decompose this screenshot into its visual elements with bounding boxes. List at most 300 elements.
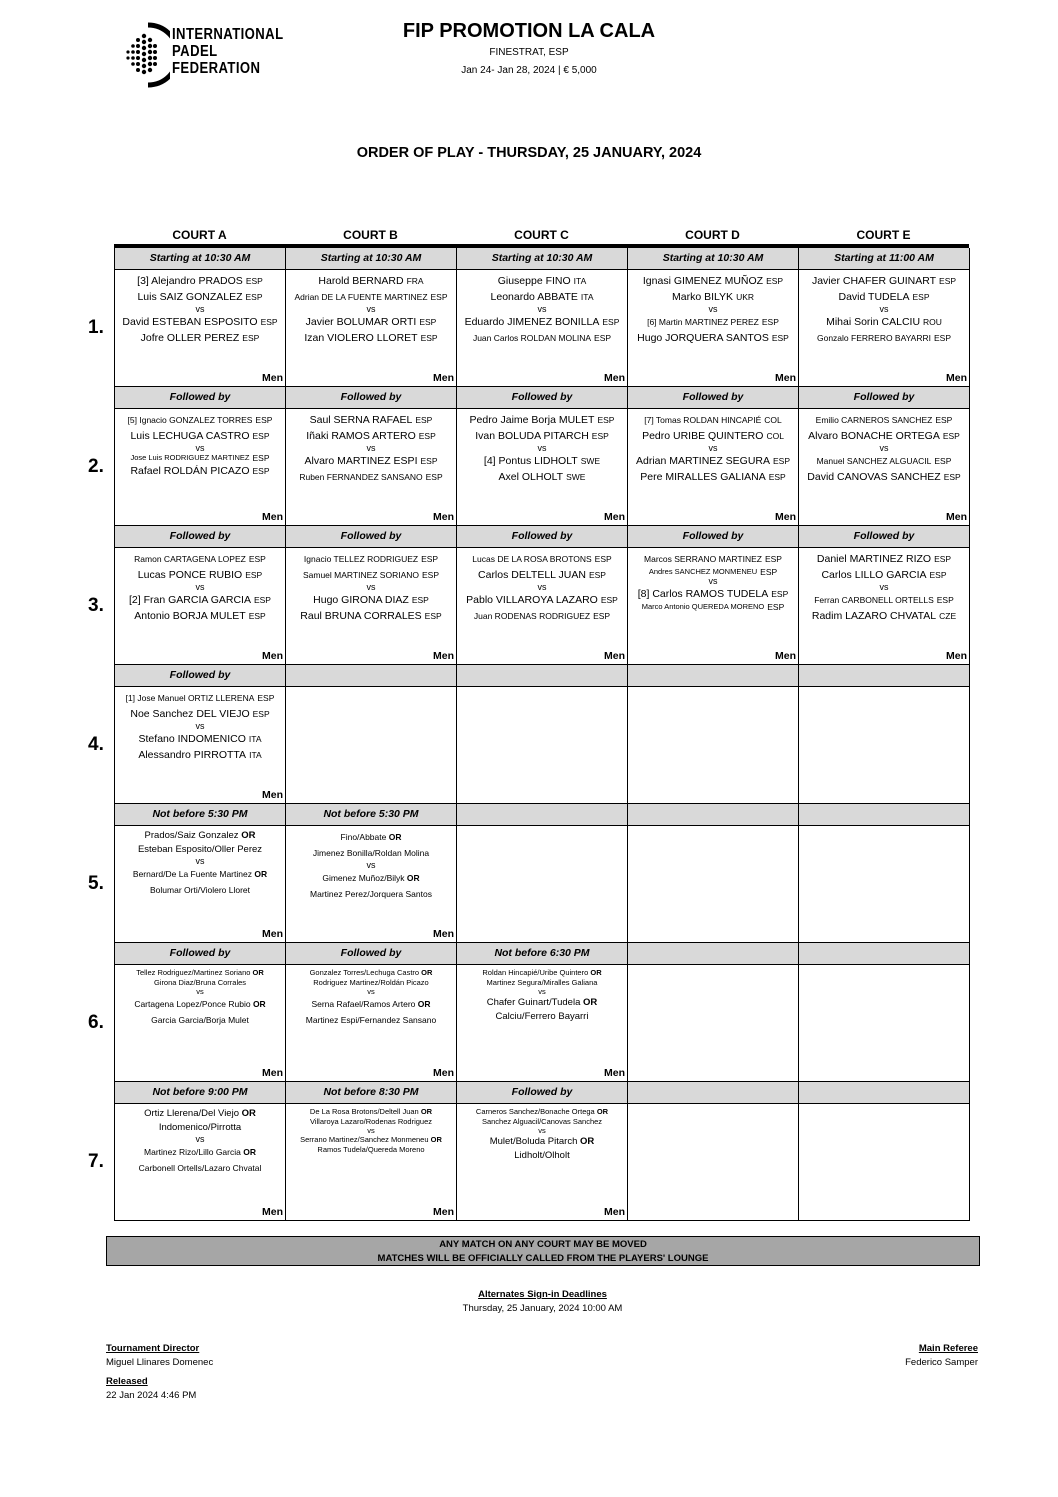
match-time-label: Followed by: [799, 387, 969, 409]
player-name: Tellez Rodriguez/Martinez Soriano: [136, 968, 251, 977]
court-header-d: COURT D: [685, 228, 740, 242]
player-name: Manuel SANCHEZ ALGUACIL: [816, 456, 932, 466]
nationality-code: ESP: [929, 570, 947, 580]
draw-label: Men: [946, 511, 967, 523]
draw-label: Men: [433, 372, 454, 384]
player-name: vs: [366, 583, 376, 592]
player-name: vs: [367, 988, 375, 996]
order-of-play-title: ORDER OF PLAY - THURSDAY, 25 JANUARY, 2024: [356, 145, 702, 161]
versus-label: [457, 1127, 627, 1135]
match-cell: [799, 526, 970, 665]
match-time-label: [628, 665, 798, 687]
nationality-code: ESP: [771, 589, 789, 599]
nationality-code: ESP: [245, 276, 263, 286]
match-cell: [286, 248, 457, 387]
player-line: [115, 551, 285, 567]
player-line: [286, 1012, 456, 1028]
match-cell: [457, 526, 628, 665]
round-cells: [114, 804, 970, 943]
nationality-code: ESP: [602, 317, 620, 327]
nationality-code: ITA: [573, 276, 587, 286]
draw-label: Men: [262, 1206, 283, 1218]
player-name: Indomenico/Pirrotta: [158, 1122, 242, 1133]
player-name: vs: [538, 1127, 546, 1135]
alternates-section: [0, 1288, 1058, 1316]
match-time-label: Followed by: [115, 943, 285, 965]
match-body: [799, 409, 969, 525]
match-body: [457, 687, 627, 803]
player-line: [628, 586, 798, 602]
match-body: [286, 548, 456, 664]
player-line: [799, 289, 969, 305]
player-name: vs: [708, 305, 718, 314]
nationality-code: ESP: [260, 317, 278, 327]
match-cell: [628, 804, 799, 943]
draw-label: Men: [604, 372, 625, 384]
player-line: [457, 1135, 627, 1149]
round-row: [88, 1082, 970, 1221]
match-time-label: Followed by: [286, 387, 456, 409]
match-time-label: Followed by: [457, 387, 627, 409]
round-number: 3.: [88, 594, 104, 616]
match-cell: [628, 387, 799, 526]
nationality-code: ESP: [245, 292, 263, 302]
versus-label: [799, 305, 969, 314]
player-name: Ignasi GIMENEZ MUÑOZ: [642, 275, 764, 287]
released-section: [106, 1375, 196, 1403]
match-time-label: Not before 5:30 PM: [286, 804, 456, 826]
match-cell: [115, 943, 286, 1082]
player-line: [286, 1135, 456, 1145]
player-line: [457, 1117, 627, 1127]
match-cell: [115, 1082, 286, 1221]
player-line: [457, 1149, 627, 1163]
nationality-code: ITA: [249, 750, 262, 760]
match-time-label: Followed by: [799, 526, 969, 548]
player-name: [6] Martin MARTINEZ PEREZ: [647, 317, 759, 327]
versus-label: [799, 583, 969, 592]
match-time-label: [628, 943, 798, 965]
nationality-code: ESP: [248, 611, 266, 621]
player-name: Marco Antonio QUEREDA MORENO: [641, 602, 765, 611]
player-line: [115, 1160, 285, 1176]
player-line: [286, 886, 456, 902]
player-name: Daniel MARTINEZ RIZO: [816, 553, 932, 565]
court-header-c: COURT C: [514, 228, 569, 242]
player-line: [115, 1012, 285, 1028]
nationality-code: ESP: [766, 276, 784, 286]
draw-label: Men: [262, 650, 283, 662]
player-name: Iñaki RAMOS ARTERO: [306, 430, 416, 442]
draw-label: Men: [262, 928, 283, 940]
nationality-code: ESP: [768, 472, 786, 482]
player-line: [286, 1145, 456, 1155]
player-line: [115, 289, 285, 305]
nationality-code: ESP: [773, 456, 791, 466]
versus-label: [799, 444, 969, 453]
player-line: [457, 314, 627, 330]
nationality-code: CZE: [939, 611, 957, 621]
match-cell: [799, 1082, 970, 1221]
player-name: Ramon CARTAGENA LOPEZ: [134, 554, 246, 564]
player-name: Eduardo JIMENEZ BONILLA: [464, 316, 600, 328]
versus-label: [457, 305, 627, 314]
player-name: Gimenez Muñoz/Bilyk: [322, 873, 405, 883]
versus-label: [115, 583, 285, 592]
player-name: vs: [366, 305, 376, 314]
player-line: [628, 453, 798, 469]
player-name: vs: [196, 988, 204, 996]
match-body: [799, 1104, 969, 1220]
player-name: Javier BOLUMAR ORTI: [305, 316, 417, 328]
tournament-title: FIP PROMOTION LA CALA: [402, 20, 656, 42]
nationality-code: ESP: [252, 466, 270, 476]
player-name: Carneros Sanchez/Bonache Ortega: [475, 1107, 595, 1116]
draw-label: Men: [262, 1067, 283, 1079]
draw-label: Men: [433, 650, 454, 662]
match-body: [115, 1104, 285, 1220]
match-body: [628, 409, 798, 525]
player-line: [457, 567, 627, 583]
versus-label: [628, 444, 798, 453]
nationality-code: ESP: [253, 595, 271, 605]
match-body: [115, 548, 285, 664]
versus-label: [286, 1127, 456, 1135]
player-line: [457, 428, 627, 444]
draw-label: Men: [775, 511, 796, 523]
nationality-code: ESP: [767, 602, 785, 612]
nationality-code: ESP: [761, 317, 779, 327]
player-line: [628, 289, 798, 305]
player-name: Jofre OLLER PEREZ: [140, 332, 240, 344]
player-line: [457, 608, 627, 624]
nationality-code: ESP: [935, 415, 953, 425]
draw-label: Men: [262, 372, 283, 384]
director-title: Tournament Director: [106, 1343, 200, 1354]
nationality-code: ESP: [588, 570, 606, 580]
court-header-a: COURT A: [172, 228, 227, 242]
player-line: [286, 978, 456, 988]
draw-label: Men: [604, 1067, 625, 1079]
player-name: Hugo JORQUERA SANTOS: [637, 332, 769, 344]
draw-label: Men: [775, 372, 796, 384]
nationality-code: SWE: [580, 456, 601, 466]
or-label: OR: [430, 1135, 442, 1144]
player-name: Serrano Martinez/Sanchez Monmeneu: [300, 1135, 429, 1144]
player-name: [1] Jose Manuel ORTIZ LLERENA: [125, 693, 255, 703]
match-cell: [457, 248, 628, 387]
match-body: [457, 1104, 627, 1220]
player-line: [286, 412, 456, 428]
player-name: Pedro URIBE QUINTERO: [642, 430, 764, 442]
or-label: OR: [243, 1147, 256, 1157]
match-cell: [799, 665, 970, 804]
nationality-code: ESP: [420, 333, 438, 343]
versus-label: [286, 988, 456, 996]
match-time-label: [457, 665, 627, 687]
player-line: [286, 608, 456, 624]
versus-label: [286, 305, 456, 314]
versus-label: [286, 583, 456, 592]
player-line: [115, 706, 285, 722]
match-body: [799, 826, 969, 942]
player-line: [799, 273, 969, 289]
nationality-code: ESP: [760, 567, 778, 577]
nationality-code: ESP: [936, 595, 954, 605]
round-row: [88, 387, 970, 526]
player-name: [4] Pontus LIDHOLT: [483, 455, 578, 467]
player-name: Ivan BOLUDA PITARCH: [475, 430, 589, 442]
player-line: [799, 412, 969, 428]
player-line: [628, 428, 798, 444]
player-name: Jose Luis RODRIGUEZ MARTINEZ: [130, 453, 250, 462]
versus-label: [115, 722, 285, 731]
player-line: [286, 870, 456, 886]
player-name: Girona Diaz/Bruna Corrales: [153, 978, 247, 987]
nationality-code: ITA: [248, 734, 262, 744]
player-name: vs: [195, 583, 205, 592]
player-line: [115, 314, 285, 330]
match-time-label: Followed by: [457, 1082, 627, 1104]
player-line: [799, 567, 969, 583]
player-line: [286, 567, 456, 583]
player-name: Leonardo ABBATE: [490, 291, 578, 303]
player-line: [457, 1010, 627, 1024]
match-body: [628, 270, 798, 386]
round-cells: [114, 943, 970, 1082]
player-name: Mihai Sorin CALCIU: [826, 316, 921, 328]
fip-logo: [118, 22, 288, 88]
match-cell: [628, 665, 799, 804]
round-row: [88, 943, 970, 1082]
player-name: Mulet/Boluda Pitarch: [489, 1136, 578, 1147]
player-line: [115, 996, 285, 1012]
player-name: Luis SAIZ GONZALEZ: [137, 291, 243, 303]
versus-label: [457, 444, 627, 453]
player-name: Emilio CARNEROS SANCHEZ: [815, 415, 933, 425]
player-name: Saul SERNA RAFAEL: [309, 414, 413, 426]
match-time-label: [628, 804, 798, 826]
match-body: [799, 687, 969, 803]
or-label: OR: [596, 1107, 609, 1116]
player-name: Sanchez Alguacil/Canovas Sanchez: [481, 1117, 603, 1126]
match-time-label: [799, 665, 969, 687]
player-line: [286, 845, 456, 861]
round-row: [88, 526, 970, 665]
player-name: Serna Rafael/Ramos Artero: [311, 999, 416, 1009]
player-name: Prados/Saiz Gonzalez: [144, 830, 239, 841]
nationality-code: ESP: [600, 595, 618, 605]
player-name: Fino/Abbate: [340, 832, 387, 842]
player-name: vs: [195, 305, 205, 314]
nationality-code: ESP: [418, 431, 436, 441]
or-label: OR: [406, 873, 420, 883]
draw-label: Men: [946, 650, 967, 662]
player-line: [115, 463, 285, 479]
nationality-code: UKR: [736, 292, 755, 302]
round-row: [88, 804, 970, 943]
player-name: Bernard/De La Fuente Martinez: [132, 869, 252, 879]
match-body: [457, 965, 627, 1081]
match-body: [286, 1104, 456, 1220]
player-line: [115, 330, 285, 346]
player-line: [115, 968, 285, 978]
rounds-container: [88, 248, 970, 1221]
player-name: Rafael ROLDÁN PICAZO: [130, 465, 250, 477]
player-name: Martinez Perez/Jorquera Santos: [310, 889, 432, 899]
player-line: [115, 453, 285, 463]
player-name: [7] Tomas ROLDAN HINCAPIÉ: [644, 415, 762, 425]
player-name: vs: [538, 988, 546, 996]
player-line: [286, 330, 456, 346]
versus-label: [457, 988, 627, 996]
director-name: Miguel Llinares Domenec: [106, 1357, 214, 1368]
alternates-deadline: Thursday, 25 January, 2024 10:00 AM: [462, 1303, 623, 1314]
player-line: [457, 289, 627, 305]
draw-label: Men: [262, 789, 283, 801]
match-time-label: Starting at 10:30 AM: [628, 248, 798, 270]
player-line: [115, 882, 285, 898]
match-time-label: Followed by: [457, 526, 627, 548]
nationality-code: ESP: [424, 611, 442, 621]
player-line: [286, 1107, 456, 1117]
player-name: Ferran CARBONELL ORTELLS: [814, 595, 934, 605]
player-name: [2] Fran GARCIA GARCIA: [129, 594, 251, 606]
match-cell: [799, 943, 970, 1082]
player-name: Adrian MARTINEZ SEGURA: [635, 455, 770, 467]
draw-label: Men: [604, 650, 625, 662]
match-time-label: Starting at 10:30 AM: [457, 248, 627, 270]
match-cell: [115, 248, 286, 387]
player-name: Pere MIRALLES GALIANA: [640, 471, 766, 483]
player-name: vs: [195, 722, 205, 731]
nationality-code: ESP: [939, 276, 957, 286]
nationality-code: ESP: [594, 554, 612, 564]
player-line: [628, 551, 798, 567]
draw-label: Men: [775, 650, 796, 662]
match-cell: [286, 387, 457, 526]
player-name: Ramos Tudela/Quereda Moreno: [317, 1145, 425, 1154]
player-name: Izan VIOLERO LLORET: [304, 332, 418, 344]
match-body: [286, 965, 456, 1081]
player-name: Alessandro PIRROTTA: [138, 749, 247, 761]
or-label: OR: [583, 997, 598, 1008]
player-name: Gonzalo FERRERO BAYARRI: [816, 333, 931, 343]
player-line: [457, 592, 627, 608]
nationality-code: ITA: [580, 292, 594, 302]
referee-section: [905, 1342, 978, 1370]
player-name: Ignacio TELLEZ RODRIGUEZ: [303, 554, 419, 564]
match-body: [286, 826, 456, 942]
match-cell: [799, 387, 970, 526]
player-line: [628, 330, 798, 346]
versus-label: [628, 577, 798, 586]
player-name: Adrian DE LA FUENTE MARTINEZ: [294, 292, 428, 302]
player-line: [115, 567, 285, 583]
player-line: [286, 1117, 456, 1127]
round-cells: [114, 526, 970, 665]
player-line: [799, 314, 969, 330]
player-line: [115, 273, 285, 289]
player-name: Marcos SERRANO MARTINEZ: [644, 554, 762, 564]
player-name: vs: [537, 444, 547, 453]
player-name: Giuseppe FINO: [497, 275, 571, 287]
match-body: [628, 826, 798, 942]
match-cell: [628, 1082, 799, 1221]
round-number: 4.: [88, 733, 104, 755]
player-name: vs: [879, 583, 889, 592]
match-cell: [115, 665, 286, 804]
player-name: Pablo VILLAROYA LAZARO: [466, 594, 598, 606]
player-line: [115, 592, 285, 608]
draw-label: Men: [262, 511, 283, 523]
draw-label: Men: [946, 372, 967, 384]
player-line: [286, 289, 456, 305]
match-time-label: [286, 665, 456, 687]
player-line: [115, 608, 285, 624]
player-line: [286, 453, 456, 469]
player-name: Ortiz Llerena/Del Viejo: [144, 1108, 239, 1119]
nationality-code: ESP: [933, 333, 951, 343]
match-time-label: Not before 8:30 PM: [286, 1082, 456, 1104]
match-body: [115, 965, 285, 1081]
match-cell: [286, 943, 457, 1082]
player-name: Andres SANCHEZ MONMENEU: [648, 567, 758, 576]
nationality-code: ESP: [422, 570, 440, 580]
or-label: OR: [420, 1107, 433, 1116]
player-name: vs: [195, 857, 205, 866]
player-name: Martinez Espi/Fernandez Sansano: [305, 1015, 437, 1025]
match-time-label: Starting at 11:00 AM: [799, 248, 969, 270]
match-cell: [286, 526, 457, 665]
nationality-code: ESP: [771, 333, 789, 343]
player-line: [799, 428, 969, 444]
match-body: [457, 548, 627, 664]
player-line: [115, 731, 285, 747]
match-body: [457, 409, 627, 525]
player-name: Axel OLHOLT: [498, 471, 564, 483]
player-name: David ESTEBAN ESPOSITO: [122, 316, 258, 328]
tournament-dates: Jan 24- Jan 28, 2024 | € 5,000: [461, 65, 597, 76]
player-name: vs: [879, 305, 889, 314]
player-line: [628, 567, 798, 577]
match-body: [115, 826, 285, 942]
player-name: David CANOVAS SANCHEZ: [807, 471, 941, 483]
player-line: [286, 314, 456, 330]
player-line: [115, 1144, 285, 1160]
player-name: Alvaro MARTINEZ ESPI: [304, 455, 418, 467]
match-cell: [115, 387, 286, 526]
player-name: Luis LECHUGA CASTRO: [130, 430, 250, 442]
draw-label: Men: [433, 511, 454, 523]
round-cells: [114, 1082, 970, 1221]
match-cell: [457, 387, 628, 526]
fip-emblem-icon: [118, 22, 170, 88]
versus-label: [457, 583, 627, 592]
player-name: Carlos LILLO GARCIA: [821, 569, 927, 581]
nationality-code: ESP: [942, 431, 960, 441]
player-line: [286, 829, 456, 845]
player-name: [3] Alejandro PRADOS: [137, 275, 243, 287]
player-line: [628, 314, 798, 330]
or-label: OR: [254, 869, 268, 879]
player-name: Martinez Segura/Miralles Galiana: [486, 978, 598, 987]
player-name: vs: [708, 577, 718, 586]
or-label: OR: [590, 968, 602, 977]
match-body: [799, 270, 969, 386]
director-section: [106, 1342, 213, 1370]
match-cell: [457, 665, 628, 804]
